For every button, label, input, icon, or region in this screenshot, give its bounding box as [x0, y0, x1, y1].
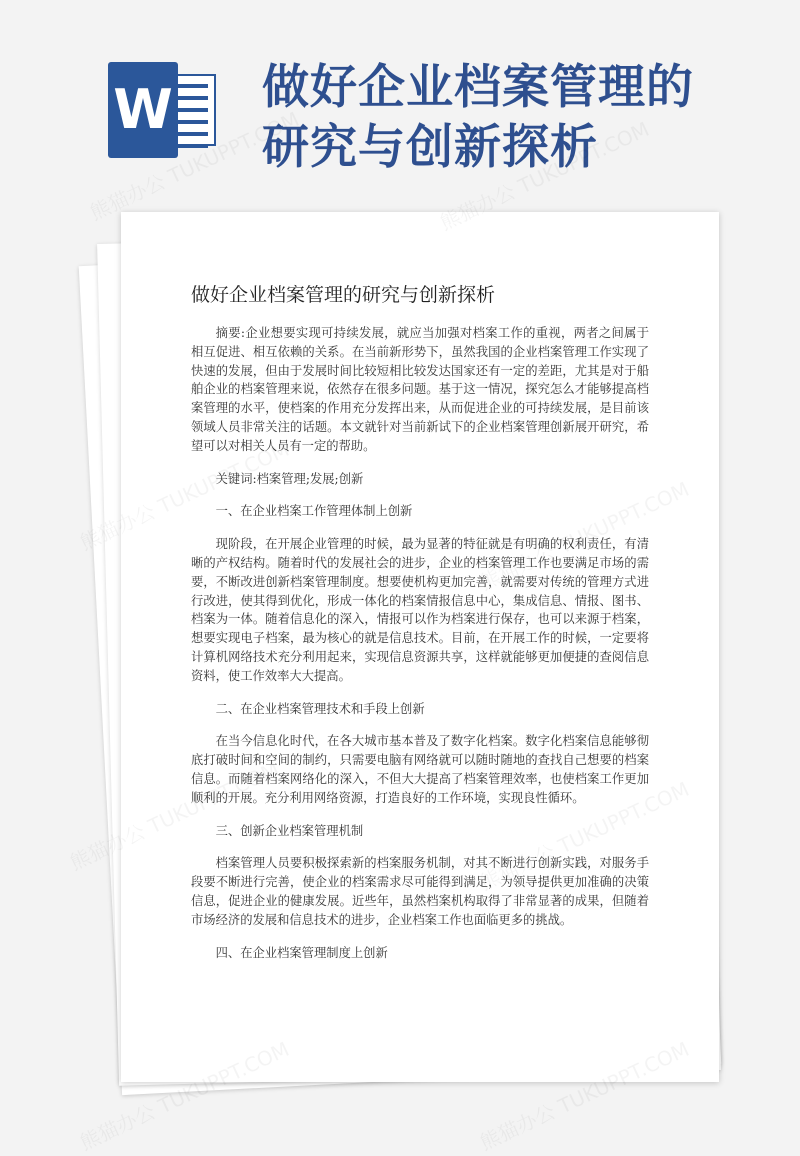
section-heading: 二、在企业档案管理技术和手段上创新	[215, 701, 425, 716]
body-paragraph: 现阶段，在开展企业管理的时候，最为显著的特征就是有明确的权利责任，有清晰的产权结构。随着时代的发展社会的进步，企业的档案管理工作也要满足市场的需要，不断改进创新档案管理制度。想要使机构更加完善，就需要对传统的管理方式进行改进，使其得到优化，形成一体化的档案情报信息中心，集成信息、情报、图书、档案为一体。随着信息化的深入，情报可以作为档案进行保存，也可以来源于档案，想要实现电子档案，最为核心的就是信息技术。目前，在开展工作的时候，一定要将计算机网络技术充分利用起来，实现信息资源共享，这样就能够更加便捷的查阅信息资料，使工作效率大大提高。	[191, 537, 649, 683]
word-document-icon	[108, 62, 226, 158]
document-title: 做好企业档案管理的研究与创新探析	[191, 284, 496, 306]
keywords-line: 关键词:档案管理;发展;创新	[215, 471, 364, 486]
section-heading: 三、创新企业档案管理机制	[215, 823, 364, 838]
section-heading: 一、在企业档案工作管理体制上创新	[215, 504, 413, 519]
page-title: 做好企业档案管理的研究与创新探析	[262, 60, 694, 175]
body-paragraph: 在当今信息化时代，在各大城市基本普及了数字化档案。数字化档案信息能够彻底打破时间和空间的制约，只需要电脑有网络就可以随时随地的查找自己想要的档案信息。而随着档案网络化的深入，不但大大提高了档案管理效率，也使档案工作更加顺利的开展。充分利用网络资源，打造良好的工作环境，实现良性循环。	[191, 734, 649, 805]
header-banner	[0, 0, 800, 210]
abstract-paragraph: 摘要:企业想要实现可持续发展，就应当加强对档案工作的重视，两者之间属于相互促进、相互依赖的关系。在当前新形势下，虽然我国的企业档案管理工作实现了快速的发展，但由于发展时间比较短相比较发达国家还有一定的差距，尤其是对于船舶企业的档案管理来说，依然存在很多问题。基于这一情况，探究怎么才能够提高档案管理的水平，使档案的作用充分发挥出来，从而促进企业的可持续发展，是目前该领域人员非常关注的话题。本文就针对当前新试下的企业档案管理创新展开研究，希望可以对相关人员有一定的帮助。	[191, 326, 649, 453]
document-body	[191, 324, 649, 976]
document-page	[121, 212, 719, 1082]
section-heading: 四、在企业档案管理制度上创新	[215, 945, 388, 960]
word-badge: W	[108, 62, 178, 158]
body-paragraph: 档案管理人员要积极探索新的档案服务机制，对其不断进行创新实践，对服务手段要不断进行完善，使企业的档案需求尽可能得到满足，为领导提供更加准确的决策信息，促进企业的健康发展。近些年，虽然档案机构取得了非常显著的成果，但随着市场经济的发展和信息技术的进步，企业档案工作也面临更多的挑战。	[191, 856, 649, 927]
